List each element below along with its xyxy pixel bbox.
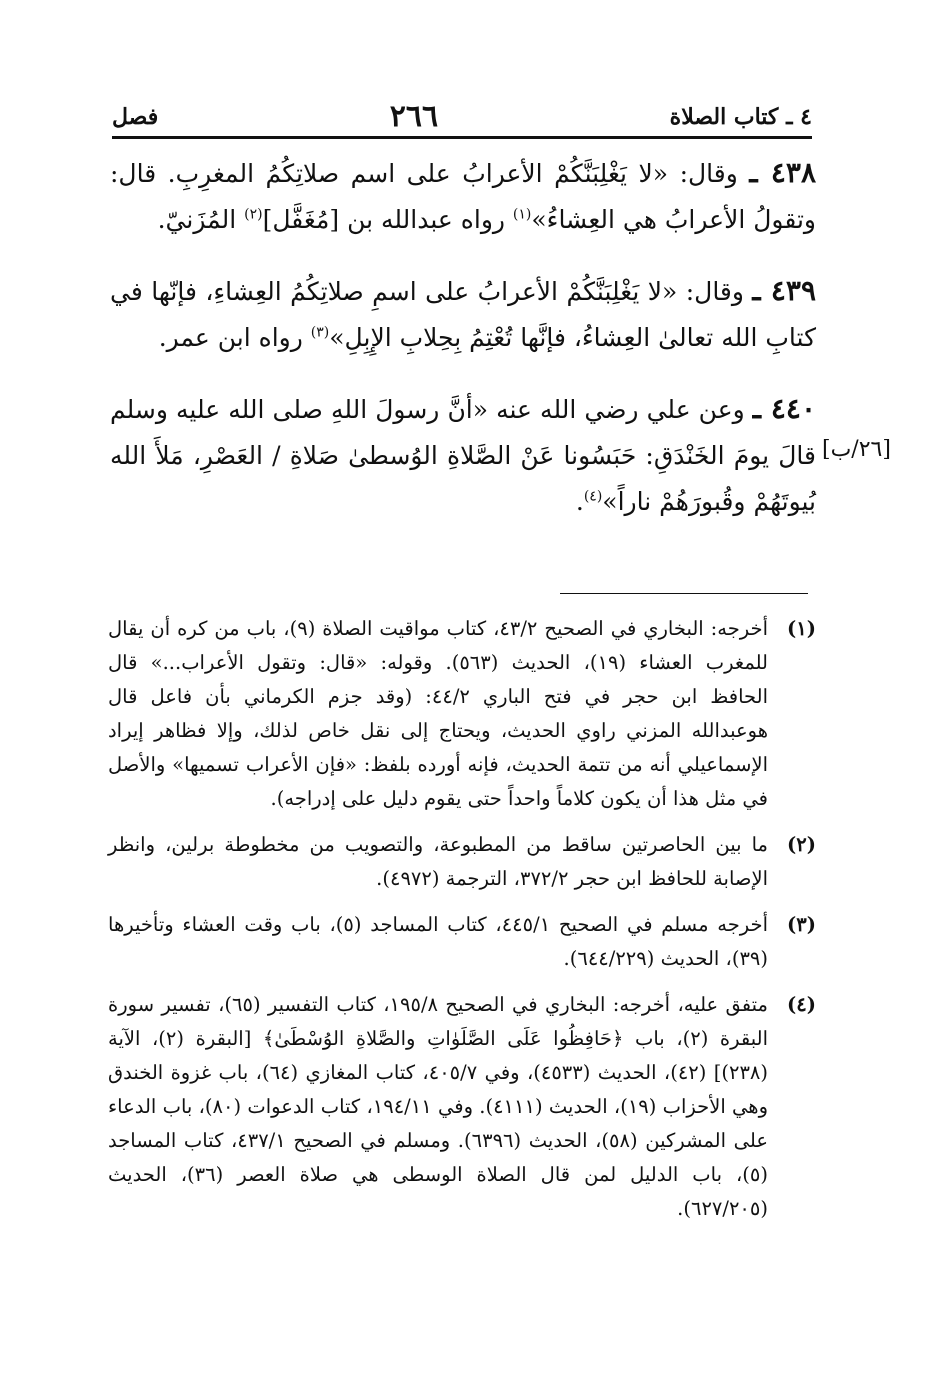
hadith-439 — [110, 268, 816, 361]
footnote — [108, 988, 816, 1226]
footnote-ref: (١) — [512, 206, 532, 223]
footnote-number: (٤) — [787, 993, 816, 1016]
hadith-text: . — [575, 487, 584, 516]
footnote-ref: (٢) — [244, 206, 263, 223]
running-header — [112, 90, 812, 139]
footnote-number: (٣) — [787, 913, 816, 936]
hadith-438 — [110, 150, 816, 243]
hadith-text: وعن علي رضي الله عنه «أنَّ رسولَ اللهِ صلى الله عليه وسلم قالَ يومَ الخَنْدَقِ: حَبَسُونا عَنْ الصَّلاةِ الوُسطىٰ صَلاةِ / العَصْرِ، مَلأَ الله بُيوتَهُمْ وقُبورَهُمْ ناراً» — [110, 395, 816, 516]
hadith-body — [110, 150, 816, 547]
manuscript-folio-marker: [٢٦/ب] — [822, 437, 891, 462]
hadith-text: وقال: «لا يَغْلِبَنَّكُمْ الأعرابُ على اسم صلاتِكُمُ المغرِبِ. قال: وتقولُ الأعرابُ هي العِشاءُ» — [110, 159, 816, 234]
hadith-text: وقال: «لا يَغْلِبَنَّكُمْ الأعرابُ على اسمِ صلاتِكُمُ العِشاءِ، فإنّها في كتابِ الله تعالىٰ العِشاءُ، فإنَّها تُعْتِمُ بِحِلابِ الإِبِلِ» — [110, 277, 816, 352]
chapter-title: ٤ ـ كتاب الصلاة — [669, 104, 812, 130]
footnote — [108, 612, 816, 816]
footnotes — [108, 612, 816, 1238]
page-number: ٢٦٦ — [389, 99, 439, 134]
footnote-ref: (٣) — [310, 324, 330, 341]
footnote-text: ما بين الحاصرتين ساقط من المطبوعة، والتصويب من مخطوطة برلين، وانظر الإصابة للحافظ ابن حجر ٣٧٢/٢، الترجمة (٤٩٧٢). — [108, 833, 768, 890]
footnote-number: (٢) — [787, 833, 816, 856]
footnote — [108, 828, 816, 896]
hadith-440 — [110, 386, 816, 525]
hadith-text: المُزَنيّ. — [157, 205, 237, 234]
footnote — [108, 908, 816, 976]
footnote-number: (١) — [787, 617, 816, 640]
section-title: فصل — [112, 104, 159, 130]
hadith-number: ٤٣٩ ـ — [752, 274, 816, 307]
hadith-number: ٤٤٠ ـ — [752, 392, 816, 425]
footnote-text: أخرجه: البخاري في الصحيح ٤٣/٢، كتاب مواقيت الصلاة (٩)، باب من كره أن يقال للمغرب العشاء (١٩)، الحديث (٥٦٣). وقوله: «قال: وتقول الأعراب...» قال الحافظ ابن حجر في فتح الباري ٤٤/٢: (وقد جزم الكرماني بأن فاعل قال هوعبدالله المزني راوي الحديث، ويحتاج إلى نقل خاص لذلك، وإلا فظاهر إيراد الإسماعيلي أنه من تتمة الحديث، فإنه أورده بلفظ: «فإن الأعراب تسميها» والأصل في مثل هذا أن يكون كلاماً واحداً حتى يقوم دليل على إدراجه). — [108, 617, 769, 810]
footnote-text: أخرجه مسلم في الصحيح ٤٤٥/١، كتاب المساجد (٥)، باب وقت العشاء وتأخيرها (٣٩)، الحديث (٦٤٤/٢٢٩). — [108, 913, 768, 970]
footnote-text: متفق عليه، أخرجه: البخاري في الصحيح ١٩٥/٨، كتاب التفسير (٦٥)، تفسير سورة البقرة (٢)، باب ﴿حَافِظُوا عَلَى الصَّلَوٰاتِ والصَّلاةِ الوُسْطَىٰ﴾ [البقرة (٢)، الآية (٢٣٨)] (٤٢)، الحديث (٤٥٣٣)، وفي ٤٠٥/٧، كتاب المغازي (٦٤)، باب غزوة الخندق وهي الأحزاب (١٩)، الحديث (٤١١١). وفي ١٩٤/١١، كتاب الدعوات (٨٠)، باب الدعاء على المشركين (٥٨)، الحديث (٦٣٩٦). ومسلم في الصحيح ٤٣٧/١، كتاب المساجد (٥)، باب الدليل لمن قال الصلاة الوسطى هي صلاة العصر (٣٦)، الحديث (٦٢٧/٢٠٥). — [108, 993, 769, 1220]
hadith-number: ٤٣٨ ـ — [749, 156, 816, 189]
footnote-divider — [560, 593, 808, 594]
footnote-ref: (٤) — [583, 488, 603, 505]
hadith-text: رواه ابن عمر. — [158, 323, 303, 352]
hadith-text: رواه عبدالله بن [مُغَفَّل] — [262, 205, 505, 234]
